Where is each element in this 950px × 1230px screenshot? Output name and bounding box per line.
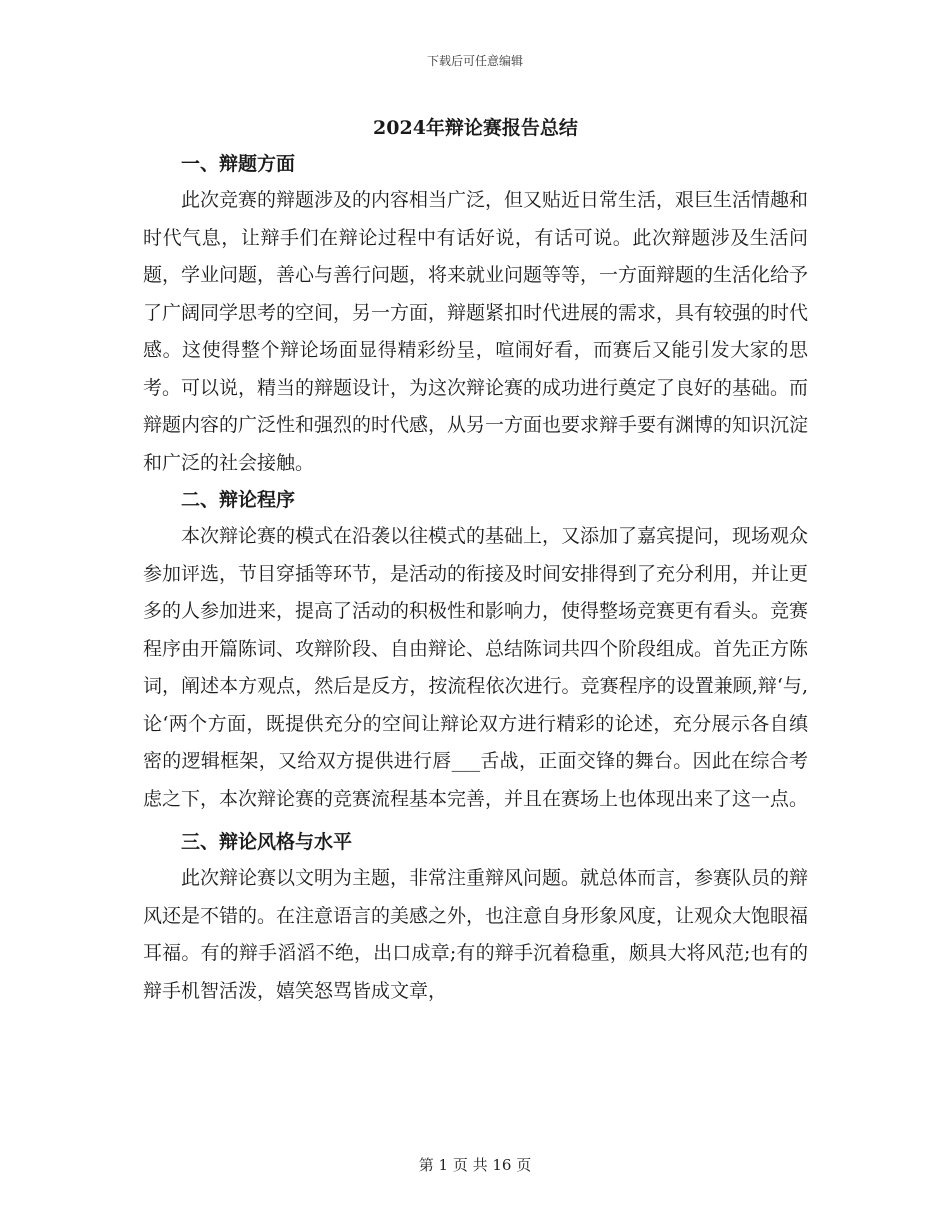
page-number-footer: 第 1 页 共 16 页 (418, 1156, 532, 1174)
section-heading-procedure: 二、辩论程序 (181, 489, 296, 511)
section-heading-topics: 一、辩题方面 (181, 153, 296, 175)
document-title: 2024年辩论赛报告总结 (373, 117, 578, 139)
section-body-style: 此次辩论赛以文明为主题，非常注重辩风问题。就总体而言，参赛队员的辩风还是不错的。在注意语言的美感之外，也注意自身形象风度，让观众大饱眼福耳福。有的辩手滔滔不绝，出口成章;有的辩手沉着稳重，颇具大将风范;也有的辩手机智活泼，嬉笑怒骂皆成文章， (143, 867, 809, 1002)
section-body-procedure: 本次辩论赛的模式在沿袭以往模式的基础上，又添加了嘉宾提问，现场观众参加评选，节目穿插等环节，是活动的衔接及时间安排得到了充分利用，并让更多的人参加进来，提高了活动的积极性和影响力，使得整场竞赛更有看头。竞赛程序由开篇陈词、攻辩阶段、自由辩论、总结陈词共四个阶段组成。首先正方陈词，阐述本方观点，然后是反方，按流程依次进行。竞赛程序的设置兼顾,辩‘与,论‘两个方面，既提供充分的空间让辩论双方进行精彩的论述，充分展示各自缜密的逻辑框架，又给双方提供进行唇___舌战，正面交锋的舞台。因此在综合考虑之下，本次辩论赛的竞赛流程基本完善，并且在赛场上也体现出来了这一点。 (143, 525, 809, 810)
page-header-note: 下载后可任意编辑 (426, 54, 523, 68)
document-body (143, 110, 808, 1010)
section-body-topics: 此次竞赛的辩题涉及的内容相当广泛，但又贴近日常生活，艰巨生活情趣和时代气息，让辩手们在辩论过程中有话好说，有话可说。此次辩题涉及生活问题，学业问题，善心与善行问题，将来就业问题等等，一方面辩题的生活化给予了广阔同学思考的空间，另一方面，辩题紧扣时代进展的需求，具有较强的时代感。这使得整个辩论场面显得精彩纷呈，喧闹好看，而赛后又能引发大家的思考。可以说，精当的辩题设计，为这次辩论赛的成功进行奠定了良好的基础。而辩题内容的广泛性和强烈的时代感，从另一方面也要求辩手要有渊博的知识沉淀和广泛的社会接触。 (143, 189, 809, 474)
section-heading-style: 三、辩论风格与水平 (181, 831, 353, 853)
